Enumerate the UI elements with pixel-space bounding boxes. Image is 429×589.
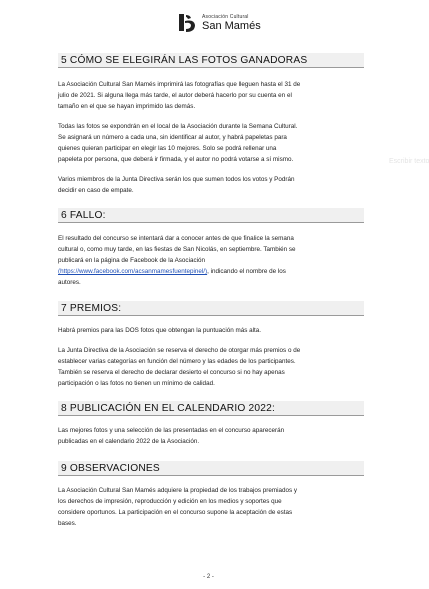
text-line: publicará en la página de Facebook de la Asociación <box>58 257 206 264</box>
text-line: bases. <box>58 520 77 527</box>
page-number: - 2 - <box>203 574 214 580</box>
text-line: los derechos de impresión, reproducción y edición en los medios y soportes que <box>58 498 282 505</box>
text-line: El resultado del concurso se intentará dar a conocer antes de que finalice la semana <box>58 235 294 242</box>
text-line: decidir en caso de empate. <box>58 187 134 194</box>
logo-top-text: Asociación Cultural <box>202 13 249 20</box>
text-line: Varios miembros de la Junta Directiva serán los que sumen todos los votos y Podrán <box>58 176 295 183</box>
section-7-paragraph-1 <box>58 325 364 336</box>
logo-icon <box>176 12 198 34</box>
text-line: La Junta Directiva de la Asociación se reserva el derecho de otorgar más premios o de <box>58 347 301 354</box>
link-trailing-text: , indicando el nombre de los <box>207 268 286 275</box>
section-7-heading: 7 PREMIOS: <box>58 301 364 316</box>
section-6-heading: 6 FALLO: <box>58 208 364 223</box>
text-line: La Asociación Cultural San Mamés adquiere la propiedad de los trabajos premiados y <box>58 487 298 494</box>
text-line: quienes quieran participar en elegir las 10 mejores. Solo se podrá rellenar una <box>58 145 277 152</box>
text-line: Habrá premios para las DOS fotos que obtengan la puntuación más alta. <box>58 327 262 334</box>
section-5-paragraph-1 <box>58 79 364 112</box>
logo-main-text: San Mamés <box>202 19 261 32</box>
text-line: La Asociación Cultural San Mamés imprimirá las fotografías que lleguen hasta el 31 de <box>58 81 301 88</box>
text-line: Todas las fotos se expondrán en el local de la Asociación durante la Semana Cultural. <box>58 123 298 130</box>
text-line: publicadas en el calendario 2022 de la Asociación. <box>58 438 200 445</box>
document-body <box>58 44 364 529</box>
text-line: Las mejores fotos y una selección de las presentadas en el concurso aparecerán <box>58 427 285 434</box>
section-9-heading: 9 OBSERVACIONES <box>58 461 364 476</box>
text-line <box>58 266 364 277</box>
section-8-paragraph-1 <box>58 425 364 447</box>
text-line: También se reserva el derecho de declarar desierto el concurso si no hay apenas <box>58 369 285 376</box>
watermark-text: Escribir texto <box>389 158 429 165</box>
section-5-paragraph-3 <box>58 174 364 196</box>
text-line: papeleta por persona, que deberá ir firmada, y el autor no podrá votarse a sí mismo. <box>58 156 294 163</box>
section-5-heading: 5 CÓMO SE ELEGIRÁN LAS FOTOS GANADORAS <box>58 53 364 68</box>
section-5-paragraph-2 <box>58 121 364 165</box>
logo <box>176 12 261 34</box>
text-line: tamaño en el que se hayan imprimido las demás. <box>58 103 196 110</box>
text-line: autores. <box>58 279 81 286</box>
text-line: considere oportunos. La participación en el concurso supone la aceptación de estas <box>58 509 293 516</box>
text-line: Se asignará un número a cada una, sin identificar al autor, y habrá papeletas para <box>58 134 287 141</box>
facebook-link[interactable]: (https://www.facebook.com/acsanmamesfuentepinel/) <box>58 268 208 275</box>
section-9-paragraph-1 <box>58 485 364 529</box>
text-line: establecer varias categorías en función del número y las edades de los participantes. <box>58 358 296 365</box>
text-line: julio de 2021. Si alguna llega más tarde, el autor deberá hacerlo por su cuenta en el <box>58 92 292 99</box>
text-line: participación o las fotos no tienen un mínimo de calidad. <box>58 380 215 387</box>
section-8-heading: 8 PUBLICACIÓN EN EL CALENDARIO 2022: <box>58 401 364 416</box>
section-6-paragraph-1 <box>58 233 364 288</box>
section-7-paragraph-2 <box>58 345 364 389</box>
text-line: cultural o, como muy tarde, en las fiestas de San Nicolás, en septiembre. También se <box>58 246 296 253</box>
